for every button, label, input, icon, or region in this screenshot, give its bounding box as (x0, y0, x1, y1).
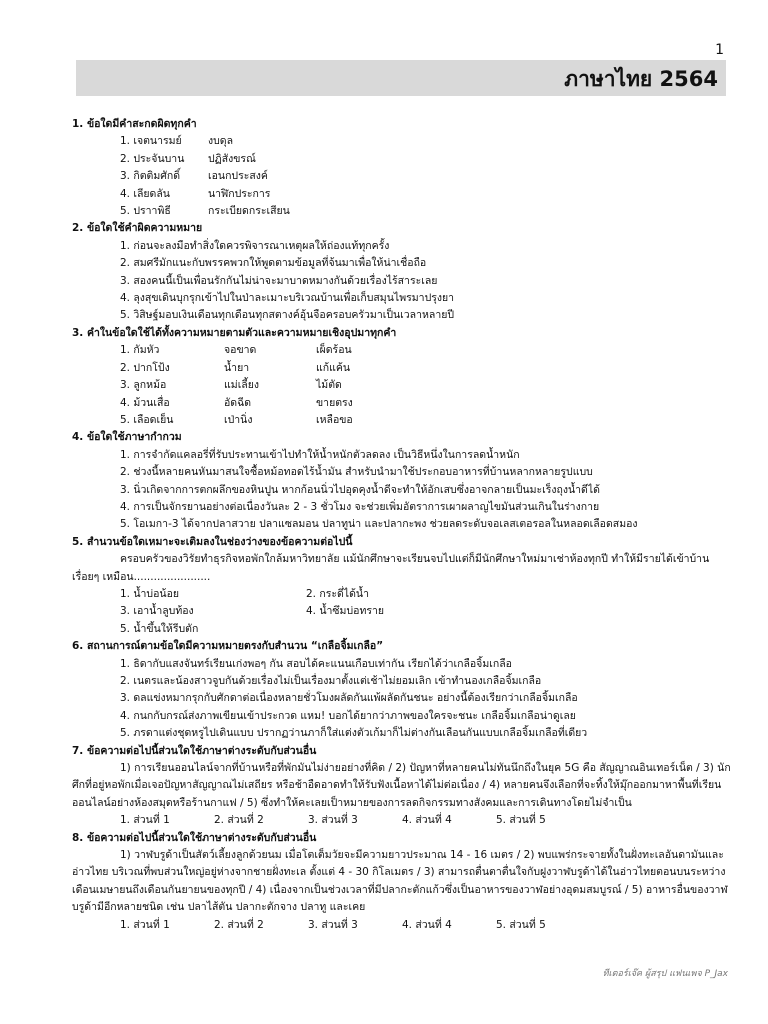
q3-option: ไม้ตัด (316, 379, 342, 392)
q1-option: 2. ประจันบาน (120, 152, 185, 165)
q3-option: 3. ลูกหม้อ (120, 379, 167, 392)
question-2: 2. ข้อใดใช้คำผิดความหมาย (72, 222, 203, 235)
q1-option: 3. กิตติมศักดิ์ (120, 170, 181, 183)
q4-option: 5. โอเมกา-3 ได้จากปลาสวาย ปลาแซลมอน ปลาทูน่า และปลากะพง ช่วยลดระดับจอเลสเตอรอลในหลอดเลือดสมอง (120, 518, 638, 531)
q8-answer: 2. ส่วนที่ 2 (214, 918, 264, 931)
q7-passage: 1) การเรียนออนไลน์จากที่บ้านหรือที่พักมันไม่ง่ายอย่างที่คิด / 2) ปัญหาที่หลายคนไม่ทันนึกถึงในยุค 5G คือ สัญญาณอินเทอร์เน็ต / 3) นักศึกที่อยู่หอพักเมื่อเจอปัญหาสัญญาณไม่เสถียร หรือช้าอืดอาดทำให้รับฟังเนื้อหาได้ไม่ต่อเนื่อง / 4) หลายคนจึงเลือกที่จะทิ้งให้มุ๊กออกมาหาพื้นที่เรียนออนไลน์อย่างห้องสมุดหรือร้านกาแฟ / 5) ซึ่งทำให้คะเลยเป็าหมายของการลดกิจกรรมทางสังคมและการเดินทางโดยไม่จำเป็น (72, 762, 731, 809)
page-number: 1 (715, 42, 724, 58)
q4-option: 2. ช่วงนี้หลายคนหันมาสนใจซื้อหม้อทอดไร้น้ำมัน สำหรับนำมาใช้ประกอบอาหารที่บ้านหลากหลายรูปแบบ (120, 466, 593, 479)
question-1: 1. ข้อใดมีคำสะกดผิดทุกคำ (72, 118, 197, 130)
q1-option: ปฏิสังขรณ์ (208, 152, 256, 165)
q2-option: 5. วิสิษฐ์มอบเงินเดือนทุกเดือนทุกสตางค์อุ้นจือครอบครัวมาเป็นเวลาหลายปี (120, 309, 455, 322)
page-title: ภาษาไทย 2564 (564, 67, 718, 91)
q1-option-row (72, 133, 732, 150)
footer-credit: ทีเตอร์เจ๊ค ผู้สรุป แฟนเพจ P_Jax (602, 969, 728, 979)
q3-option-row (72, 377, 732, 394)
q3-option-row (72, 412, 732, 429)
exam-content (72, 116, 732, 934)
q6-option: 4. กนกกับกรณ์ส่งภาพเขียนเข้าประกวด แหม! บอกได้ยากว่าภาพของใครจะชนะ เกลือจิ้มเกลือน่าดูเลย (120, 709, 576, 722)
q3-option: 4. ม้วนเสื่อ (120, 396, 170, 409)
q2-option: 3. สองคนนี้เป็นเพื่อนรักกันไม่น่าจะมาบาดหมางกันด้วยเรื่องไร้สาระเลย (120, 274, 438, 287)
q6-option: 5. ภรดาแต่งชุดหรูไปเดินแบบ ปรากฏว่านภาก็ใส่แต่งตัวเก้มาก็ไม่ต่างกันเลือนกันแบบเกลือจิ้มเกลือที่เดียว (120, 727, 588, 740)
q1-option-row (72, 186, 732, 203)
question-3: 3. คำในข้อใดใช้ได้ทั้งความหมายตามตัวและความหมายเชิงอุปมาทุกคำ (72, 326, 397, 339)
q3-option: น้ำยา (224, 361, 250, 374)
q6-option: 1. ธิดากับแสงจันทร์เรียนเก่งพอๆ กัน สอบได้คะแนนเกือบเท่ากัน เรียกได้ว่าเกลือจิ้มเกลือ (120, 657, 512, 670)
q1-option: 1. เจตนารมย์ (120, 135, 182, 148)
q8-passage: 1) วาฬบรูด้าเป็นสัตว์เลี้ยงลูกด้วยนม เมื่อโตเต็มวัยจะมีความยาวประมาณ 14 - 16 เมตร / 2) พบแพร่กระจายทั้งในฝั่งทะเลอันดามันและอ่าวไทย บริเวณที่พบส่วนใหญ่อยู่ห่างจากชายฝั่งทะเล ตั้งแต่ 4 - 30 กิโลเมตร / 3) สามารถตื่นตาตื่นใจกับฝูงวาฬบรูด้าได้ในอ่าวไทยตอนบนระหว่างเดือนเมษายนถึงเดือนกันยายนของทุกปี / 4) เนื่องจากเป็นช่วงเวลาที่มีปลากะตักแก้วซึ่งเป็นอาหารของวาฬอย่างอุดมสมบูรณ์ / 5) อาหารอื่นของวาฬบรูด้ามีอีกหลายชนิด เช่น ปลาไส้ตัน ปลากะตักจาง ปลาทู และเคย (72, 849, 728, 914)
question-4: 4. ข้อใดใช้ภาษากำกวม (72, 431, 182, 444)
q8-answer: 1. ส่วนที่ 1 (120, 918, 170, 931)
q5-option: 2. กระดี่ได้น้ำ (306, 587, 369, 600)
q8-answer: 5. ส่วนที่ 5 (496, 918, 546, 931)
q3-option: แก้แค้น (316, 361, 351, 374)
q3-option: เหลือขอ (316, 413, 353, 426)
q1-option: นาฬิกประการ (208, 187, 271, 200)
q7-answers (72, 812, 732, 829)
q3-option: จอขาด (224, 344, 257, 357)
q1-option: เอนกประสงค์ (208, 170, 268, 183)
q8-answer: 3. ส่วนที่ 3 (308, 918, 358, 931)
q3-option-row (72, 395, 732, 412)
q3-option: ขายตรง (316, 396, 353, 409)
q1-option: 5. ปราาพิธี (120, 205, 171, 218)
q1-option: กระเบียดกระเสียน (208, 205, 290, 218)
q1-option: 4. เลียดลัน (120, 187, 170, 200)
q5-option: 4. น้ำซึมบ่อทราย (306, 605, 385, 618)
q2-option: 2. สมศรีมักแนะกับพรรคพวกให้พูดตามข้อมูลที่จ้นมาเพื่อให้น่าเชื่อถือ (120, 257, 427, 270)
q7-answer: 2. ส่วนที่ 2 (214, 814, 264, 827)
q3-option: อัดฉีด (224, 396, 252, 409)
q3-option: 1. กัมหัว (120, 344, 160, 357)
q3-option: แม่เลี้ยง (224, 379, 259, 392)
q1-option-row (72, 203, 732, 220)
q1-option: งบดุล (208, 135, 234, 148)
q3-option: เป่านิ่ง (224, 413, 253, 426)
title-banner (76, 60, 726, 96)
q3-option: 2. ปากโป้ง (120, 361, 170, 374)
question-7: 7. ข้อความต่อไปนี้ส่วนใดใช้ภาษาต่างระดับกับส่วนอื่น (72, 744, 317, 757)
q6-option: 3. ดลแข่งหมากรุกกับศักดาต่อเนื่องหลายชั่วโมงผลัดกันแพ้ผลัดกันชนะ อย่างนี้ต้องเรียกว่าเกลือจิ้มเกลือ (120, 692, 578, 705)
q5-option-row (72, 603, 732, 620)
question-8: 8. ข้อความต่อไปนี้ส่วนใดใช้ภาษาต่างระดับกับส่วนอื่น (72, 831, 317, 844)
q7-answer: 5. ส่วนที่ 5 (496, 814, 546, 827)
q7-answer: 4. ส่วนที่ 4 (402, 814, 452, 827)
q5-option: 1. น้ำบ่อน้อย (120, 587, 180, 600)
q1-option-row (72, 151, 732, 168)
q5-option: 5. น้ำขึ้นให้รีบตัก (120, 622, 199, 635)
q3-option: 5. เลือดเย็น (120, 413, 174, 426)
question-6: 6. สถานการณ์ตามข้อใดมีความหมายตรงกับสำนวน “เกลือจิ้มเกลือ” (72, 640, 384, 653)
q5-option-row (72, 586, 732, 603)
q4-option: 1. การจำกัดแคลอรี่ที่รับประทานเข้าไปทำให้น้ำหนักตัวลดลง เป็นวิธีหนึ่งในการลดน้ำหนัก (120, 448, 520, 461)
q6-option: 2. เนตรและน้องสาวจูบกันด้วยเรื่องไม่เป็นเรื่องมาตั้งแต่เช้าไม่ยอมเลิก เข้าทำนองเกลือจิ้มเกลือ (120, 675, 542, 687)
q4-option: 3. นิ่วเกิดจากการตกผลึกของหินปูน หากก้อนนิ่วไปอุดคุงน้ำดีจะทำให้อักเสบซึ่งอาจกลายเป็นมะเร็งถุงน้ำดีได้ (120, 483, 600, 496)
q8-answers (72, 917, 732, 934)
q2-option: 4. ลุงสุขเดินบุกรุกเข้าไปในป่าละเมาะบริเวณบ้านเพื่อเก็บสมุนไพรมาปรุงยา (120, 292, 455, 305)
q8-answer: 4. ส่วนที่ 4 (402, 918, 452, 931)
q7-answer: 3. ส่วนที่ 3 (308, 814, 358, 827)
q7-answer: 1. ส่วนที่ 1 (120, 814, 170, 827)
q3-option-row (72, 342, 732, 359)
q5-option: 3. เอาน้ำลูบท้อง (120, 605, 194, 618)
q3-option: เผ็ดร้อน (316, 344, 352, 357)
q1-option-row (72, 168, 732, 185)
q4-option: 4. การเป็นจักรยานอย่างต่อเนื่องวันละ 2 - 3 ชั่วโมง จะช่วยเพิ่มอัตราการเผาผลาญไขมันส่วนเกินในร่างกาย (120, 500, 600, 513)
q5-passage: ครอบครัวของวิรัยทำธุรกิจหอพักใกล้มหาวิทยาลัย แม้นักศึกษาจะเรียนจบไปแต่ก็มีนักศึกษาใหม่มาเช่าห้องทุกปี ทำให้มีรายได้เข้าบ้านเรื่อยๆ เหมือน....................... (72, 553, 710, 583)
q3-option-row (72, 360, 732, 377)
q2-option: 1. ก่อนจะลงมือทำสิ่งใดควรพิจารณาเหตุผลให้ถ่องแท้ทุกครั้ง (120, 239, 390, 252)
question-5: 5. สำนวนข้อใดเหมาะจะเติมลงในช่องว่างของข้อความต่อไปนี้ (72, 535, 353, 548)
